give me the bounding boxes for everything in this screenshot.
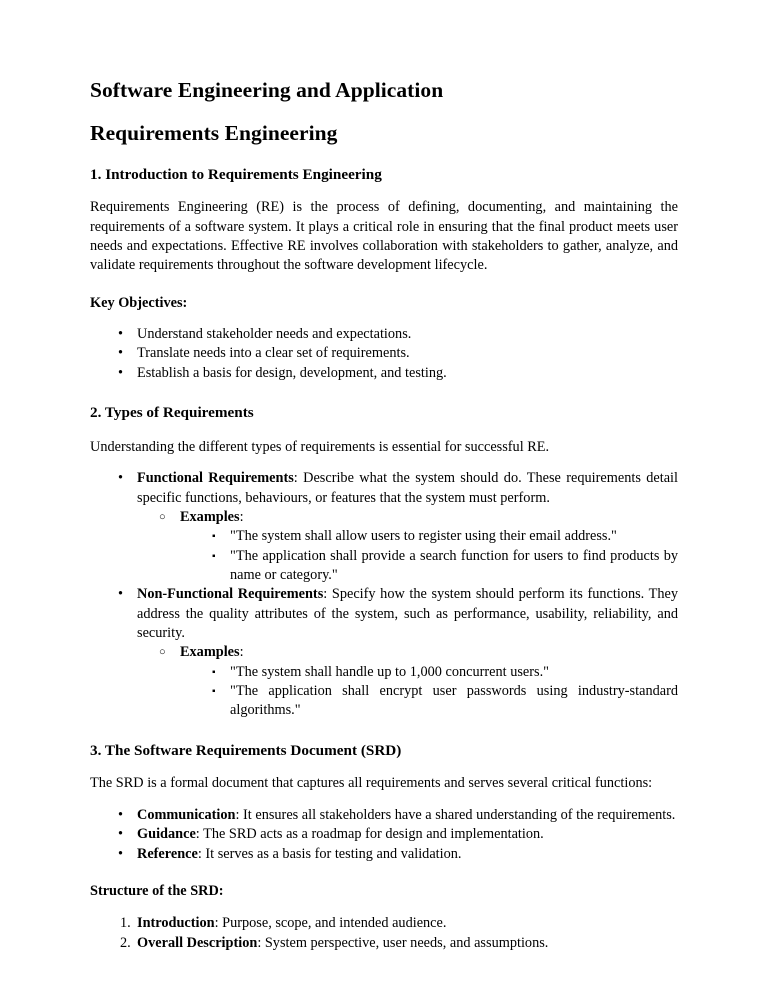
section-heading-3: 3. The Software Requirements Document (SRD) [90,741,402,759]
list-item [90,325,678,344]
example-text: "The application shall provide a search function for users to find products by name or category." [230,547,678,583]
document-title: Software Engineering and Application [90,78,444,102]
list-item [90,344,678,363]
square-bullet-icon: ▪ [212,666,216,678]
list-item [90,806,678,825]
disc-bullet-icon: • [118,345,124,362]
requirement-term: Non-Functional Requirements [137,586,324,603]
examples-colon: : [239,644,244,661]
list-item [90,914,678,933]
requirement-term: Functional Requirements [137,470,294,487]
function-term: Communication [137,806,236,823]
list-item [90,934,678,953]
document-content [90,78,678,953]
section-3-paragraph: The SRD is a formal document that captures all requirements and serves several critical functions: [90,775,653,792]
example-text: "The system shall allow users to register using their email address." [230,528,617,545]
function-term: Reference [137,845,198,862]
list-item [90,825,678,844]
examples-group [137,508,678,585]
example-text: "The application shall encrypt user passwords using industry-standard algorithms." [230,683,678,719]
list-item [90,585,678,721]
list-item [90,364,678,383]
example-text: "The system shall handle up to 1,000 concurrent users." [230,663,549,680]
srd-structure-list [90,914,678,953]
list-item-text: Establish a basis for design, development, and testing. [137,364,447,381]
list-item [180,527,678,546]
structure-term: Introduction [137,915,215,932]
examples-label: Examples [180,644,240,661]
list-item [137,643,678,720]
function-description: : It serves as a basis for testing and validation. [197,845,462,862]
structure-description: : System perspective, user needs, and assumptions. [257,934,549,951]
disc-bullet-icon: • [118,806,124,823]
structure-label: Structure of the SRD: [90,882,224,899]
requirement-types-list [90,469,678,721]
square-bullet-icon: ▪ [212,686,216,698]
disc-bullet-icon: • [118,470,124,487]
requirement-description: : Specify how the system should perform its functions. They address the quality attributes of the system, such as performance, usability, reliability, and security. [137,586,678,642]
disc-bullet-icon: • [118,326,124,343]
list-item [180,547,678,586]
square-bullet-icon: ▪ [212,531,216,543]
section-2-intro: Understanding the different types of requirements is essential for successful RE. [90,438,550,455]
disc-bullet-icon: • [118,364,124,381]
examples-colon: : [239,508,244,525]
square-bullet-icon: ▪ [212,550,216,562]
key-objectives-list [90,325,678,383]
list-item-text: Translate needs into a clear set of requirements. [137,345,410,362]
function-description: : It ensures all stakeholders have a shared understanding of the requirements. [235,806,676,823]
examples-group [137,643,678,720]
circle-bullet-icon: ○ [159,646,166,659]
section-heading-1: 1. Introduction to Requirements Engineering [90,165,382,183]
list-item [137,508,678,585]
disc-bullet-icon: • [118,845,124,862]
section-heading-2: 2. Types of Requirements [90,404,254,422]
srd-functions-list [90,806,678,864]
document-subtitle: Requirements Engineering [90,120,338,145]
list-item [180,663,678,682]
list-item [90,469,678,585]
key-objectives-label: Key Objectives: [90,294,188,311]
section-1-paragraph: Requirements Engineering (RE) is the process of defining, documenting, and maintaining the requirements of a software system. It plays a critical role in ensuring that the final product meets user needs and expectations. Effective RE involves collaboration with stakeholders to gather, analyze, and validate requirements throughout the software development lifecycle. [90,199,678,274]
list-item [180,682,678,721]
structure-term: Overall Description [137,934,258,951]
list-item-text: Understand stakeholder needs and expectations. [137,326,412,343]
list-item [90,845,678,864]
function-description: : The SRD acts as a roadmap for design and implementation. [195,826,544,843]
examples-list [180,663,678,721]
circle-bullet-icon: ○ [159,510,166,523]
structure-description: : Purpose, scope, and intended audience. [214,915,447,932]
disc-bullet-icon: • [118,586,124,603]
function-term: Guidance [137,826,196,843]
examples-label: Examples [180,508,240,525]
disc-bullet-icon: • [118,826,124,843]
requirement-description: : Describe what the system should do. These requirements detail specific functions, behaviours, or features that the system must perform. [137,470,678,506]
examples-list [180,527,678,585]
